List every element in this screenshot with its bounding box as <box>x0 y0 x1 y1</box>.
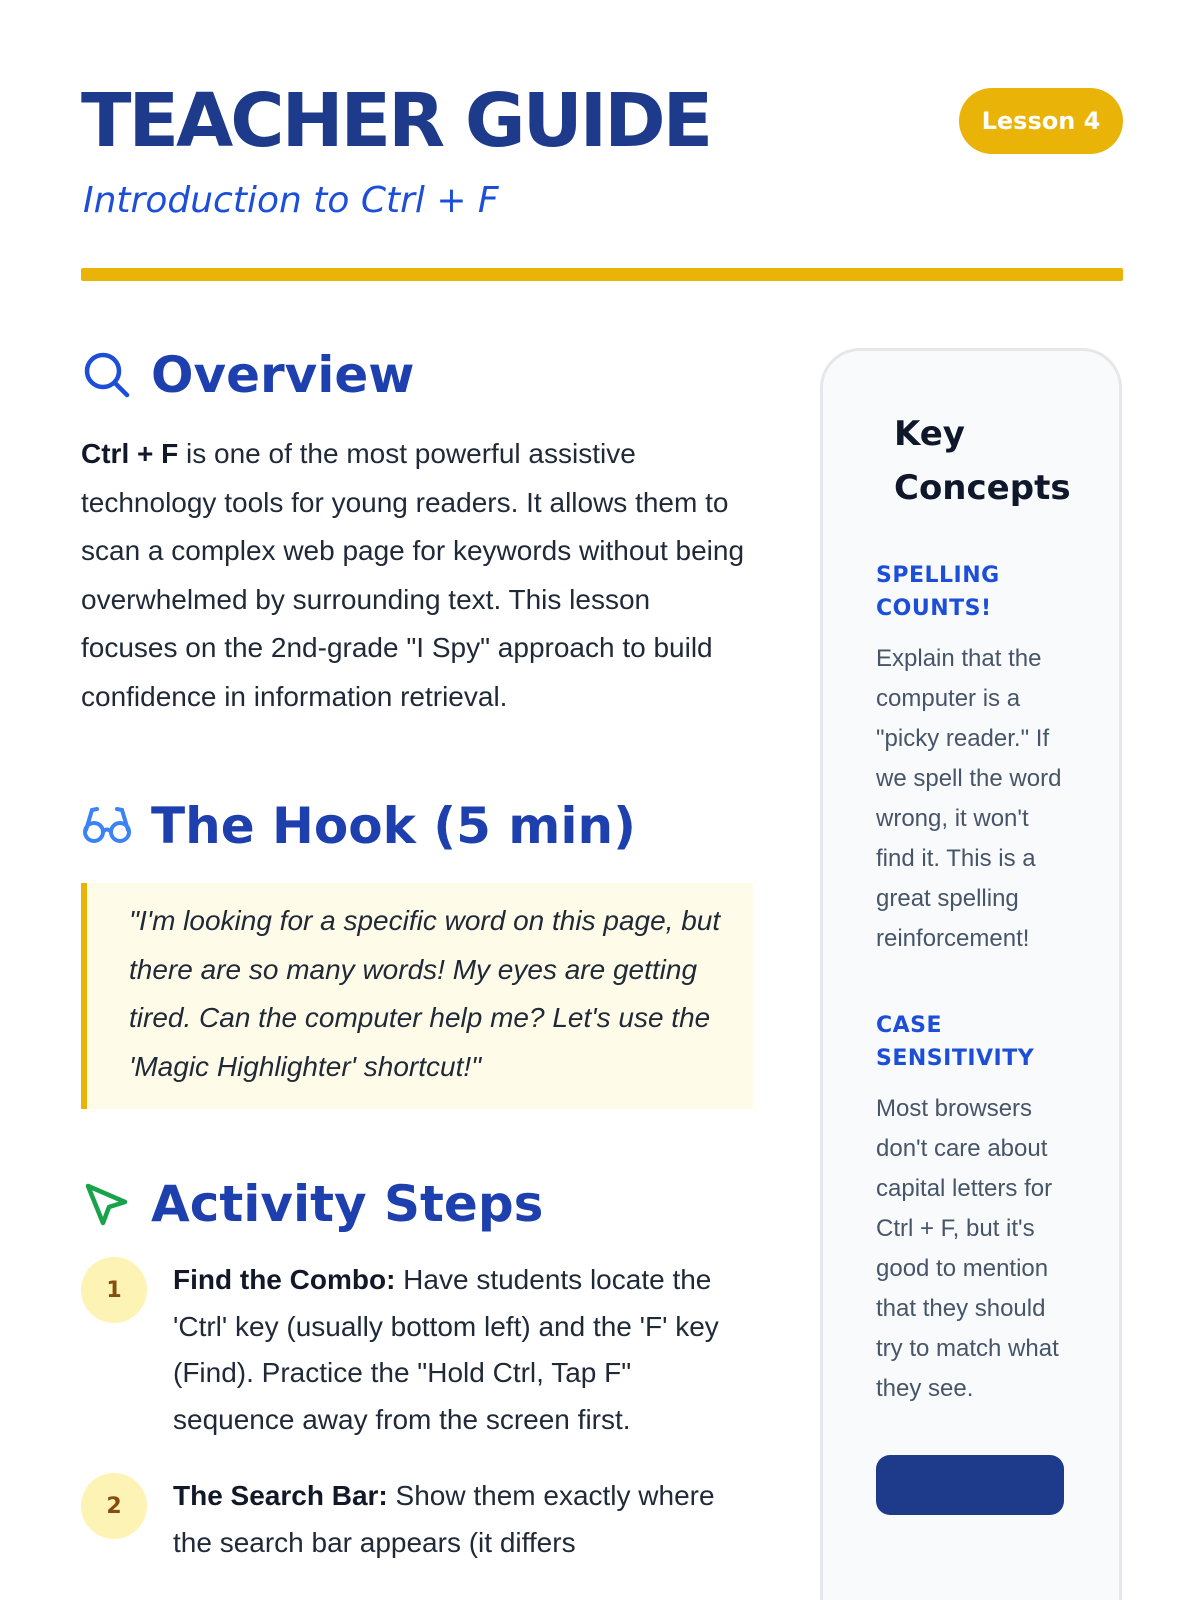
overview-section <box>81 340 753 721</box>
step-text <box>173 1257 753 1443</box>
step-title: Find the Combo: <box>173 1264 396 1295</box>
list-item <box>81 1257 753 1443</box>
page-header <box>81 80 1123 280</box>
activity-steps-list <box>81 1257 753 1566</box>
hook-header <box>81 791 753 861</box>
hook-heading: The Hook (5 min) <box>151 797 636 855</box>
search-icon <box>81 349 133 401</box>
page-title: TEACHER GUIDE <box>81 78 711 164</box>
concept-heading: CASE SENSITIVITY <box>876 1013 1035 1071</box>
concept-body: Most browsers don't care about capital letters for Ctrl + F, but it's good to mention that they should try to match what they see. <box>876 1095 1059 1402</box>
step-text <box>173 1473 753 1566</box>
overview-heading: Overview <box>151 346 415 404</box>
activity-section <box>81 1169 753 1566</box>
concept-body: Explain that the computer is a "picky reader." If we spell the word wrong, it won't find it. This is a great spelling reinforcement! <box>876 645 1062 952</box>
step-number: 1 <box>81 1257 147 1323</box>
overview-header <box>81 340 753 410</box>
step-number: 2 <box>81 1473 147 1539</box>
header-divider <box>81 268 1123 281</box>
overview-body: is one of the most powerful assistive technology tools for young readers. It allows them to scan a complex web page for keywords without being overwhelmed by surrounding text. This lesson focuses on the 2nd-grade "I Spy" approach to build confidence in information retrieval. <box>81 438 745 712</box>
step-title: The Search Bar: <box>173 1480 388 1511</box>
concept-heading: SPELLING COUNTS! <box>876 563 1000 621</box>
cursor-icon <box>81 1178 133 1230</box>
glasses-icon <box>81 800 133 852</box>
hook-quote: "I'm looking for a specific word on this page, but there are so many words! My eyes are getting tired. Can the computer help me? Let's use the 'Magic Highlighter' shortcut!" <box>81 883 753 1109</box>
step-body: Show them exactly where the search bar appears (it differs <box>173 1480 715 1558</box>
activity-heading: Activity Steps <box>151 1175 544 1233</box>
concept-item <box>876 1009 1067 1409</box>
hook-section <box>81 791 753 1109</box>
main-content <box>81 340 753 1596</box>
key-concepts-sidebar <box>820 348 1122 1600</box>
overview-text <box>81 430 753 721</box>
overview-lead: Ctrl + F <box>81 438 179 469</box>
activity-header <box>81 1169 753 1239</box>
concept-item <box>876 559 1067 959</box>
page-subtitle: Introduction to Ctrl + F <box>83 180 499 221</box>
lesson-badge: Lesson 4 <box>959 88 1123 154</box>
step-body: Have students locate the 'Ctrl' key (usually bottom left) and the 'F' key (Find). Practice the "Hold Ctrl, Tap F" sequence away from the screen first. <box>173 1264 719 1435</box>
sidebar-title: Key Concepts <box>894 414 1071 508</box>
sidebar-button[interactable] <box>876 1455 1064 1515</box>
list-item <box>81 1473 753 1566</box>
